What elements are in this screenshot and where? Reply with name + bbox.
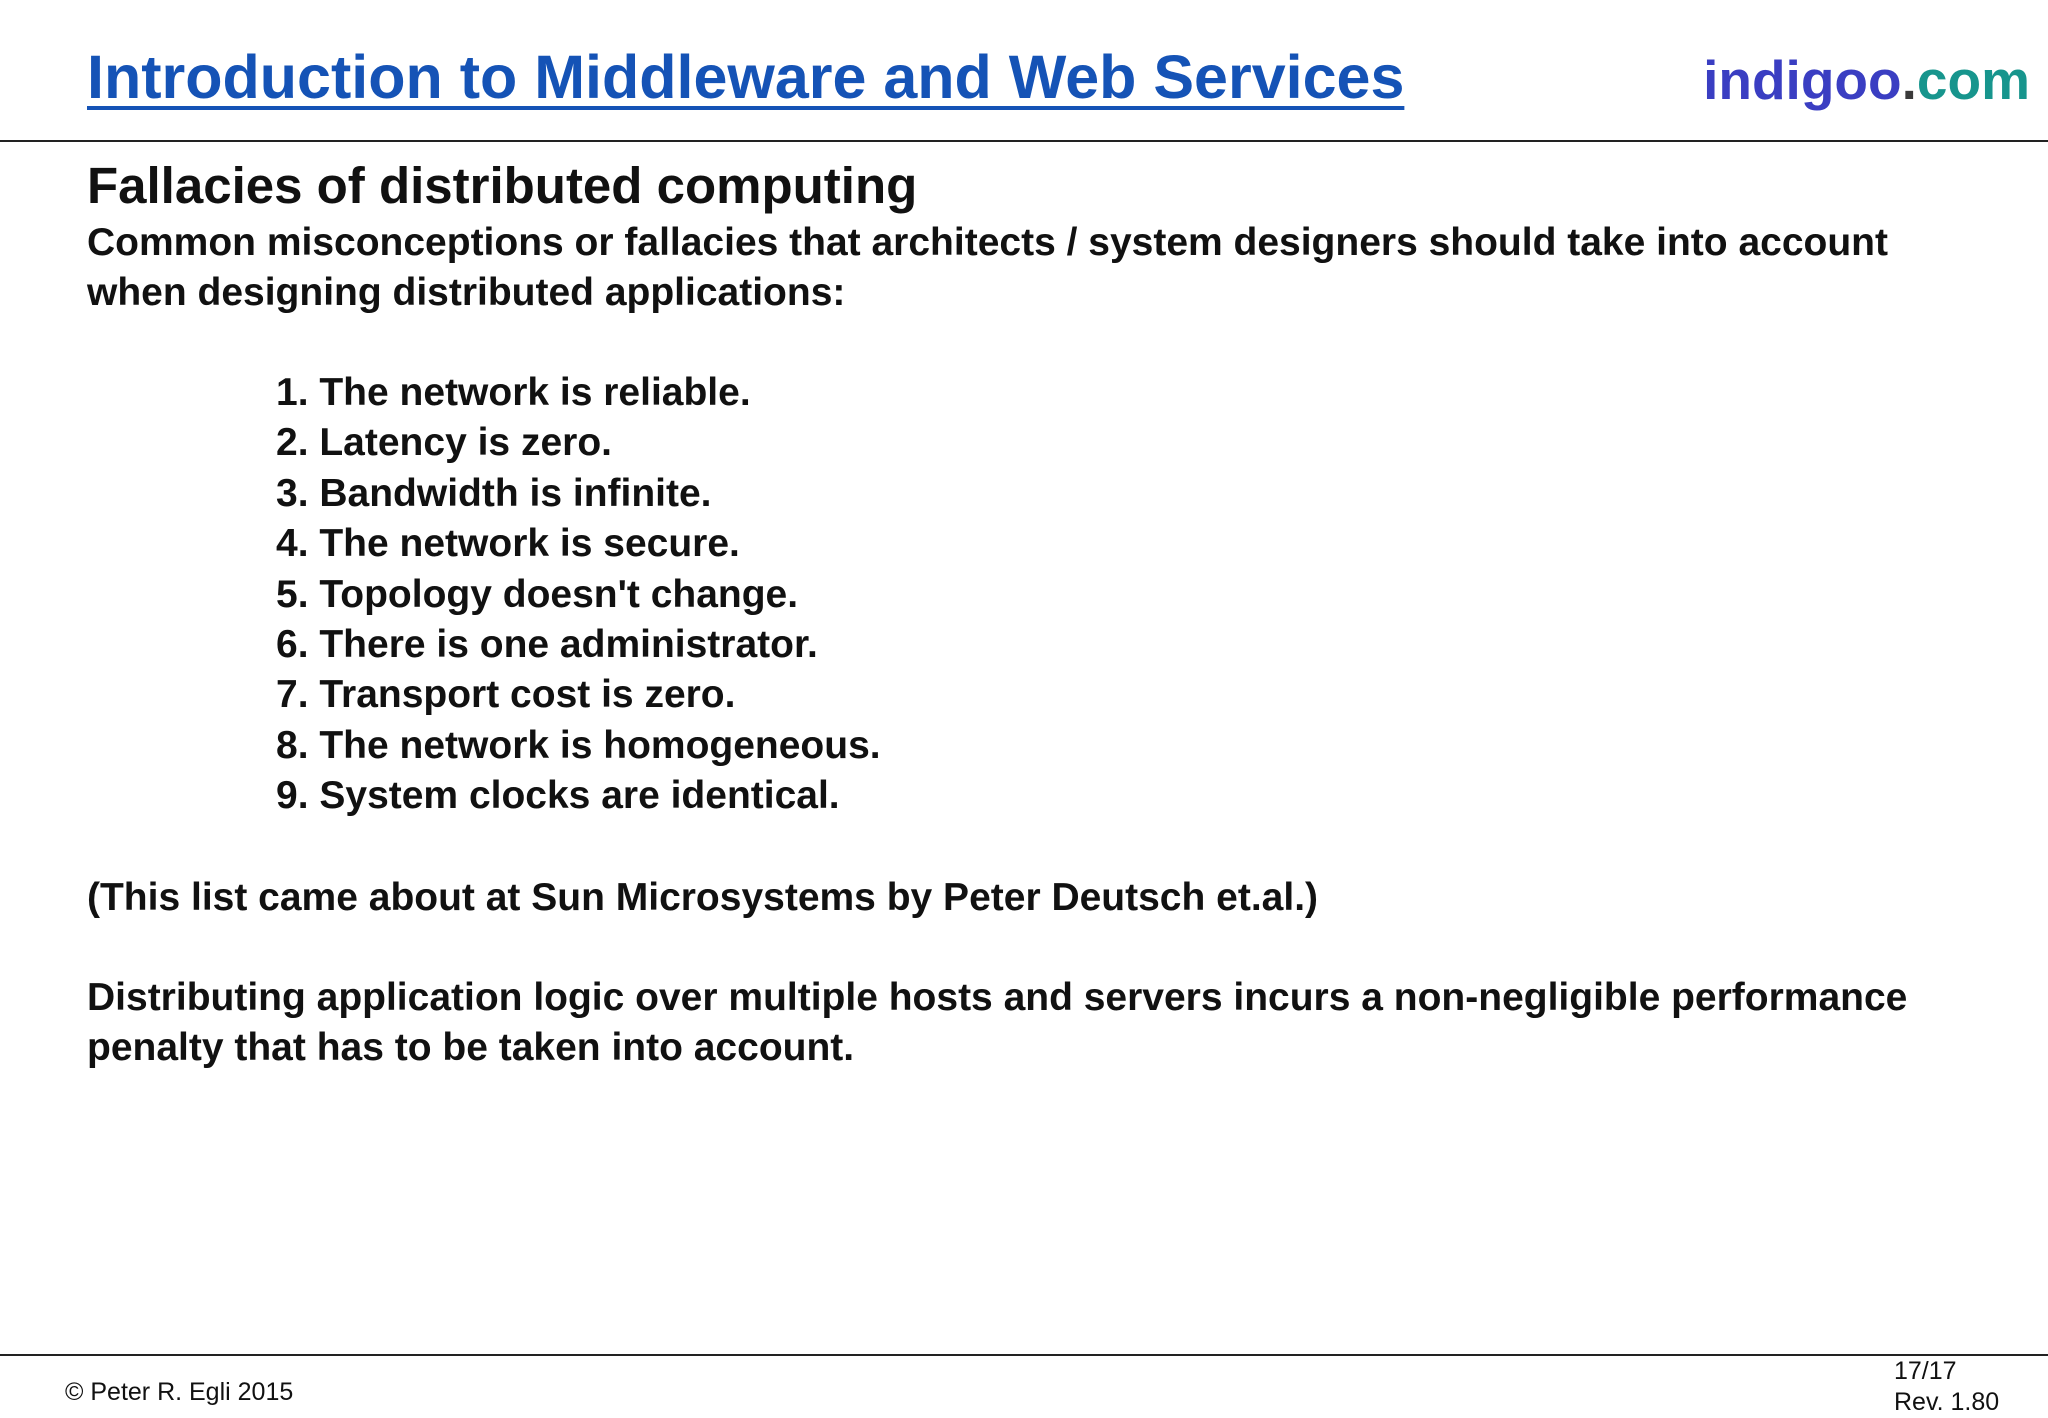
revision-label: Rev. 1.80	[1894, 1388, 2000, 1416]
page-info	[1894, 1356, 1999, 1418]
header-divider	[0, 140, 2048, 142]
page-number: 17/17	[1894, 1357, 1957, 1385]
fallacy-list	[276, 368, 881, 822]
source-note: (This list came about at Sun Microsystems by Peter Deutsch et.al.)	[87, 876, 1319, 919]
list-item: 5. Topology doesn't change.	[276, 572, 799, 616]
brand-logo	[1703, 50, 2030, 111]
brand-name-part: indigoo	[1703, 49, 1902, 111]
intro-paragraph: Common misconceptions or fallacies that architects / system designers should take into account when designing distributed applications:	[87, 221, 1888, 314]
conclusion-paragraph: Distributing application logic over multiple hosts and servers incurs a non-negligible performance penalty that has to be taken into account.	[87, 976, 1908, 1069]
list-item: 6. There is one administrator.	[276, 623, 818, 667]
copyright-text: © Peter R. Egli 2015	[65, 1378, 294, 1406]
list-item: 4. The network is secure.	[276, 522, 740, 566]
list-item: 2. Latency is zero.	[276, 421, 612, 465]
list-item: 3. Bandwidth is infinite.	[276, 471, 712, 515]
slide-title: Introduction to Middleware and Web Services	[87, 43, 1405, 111]
footer-divider	[0, 1354, 2048, 1356]
brand-domain-part: com	[1916, 49, 2030, 111]
list-item: 9. System clocks are identical.	[276, 774, 840, 818]
list-item: 1. The network is reliable.	[276, 371, 751, 414]
list-item: 7. Transport cost is zero.	[276, 673, 736, 717]
brand-dot: .	[1901, 49, 1917, 111]
section-title: Fallacies of distributed computing	[87, 157, 918, 214]
list-item: 8. The network is homogeneous.	[276, 723, 881, 767]
